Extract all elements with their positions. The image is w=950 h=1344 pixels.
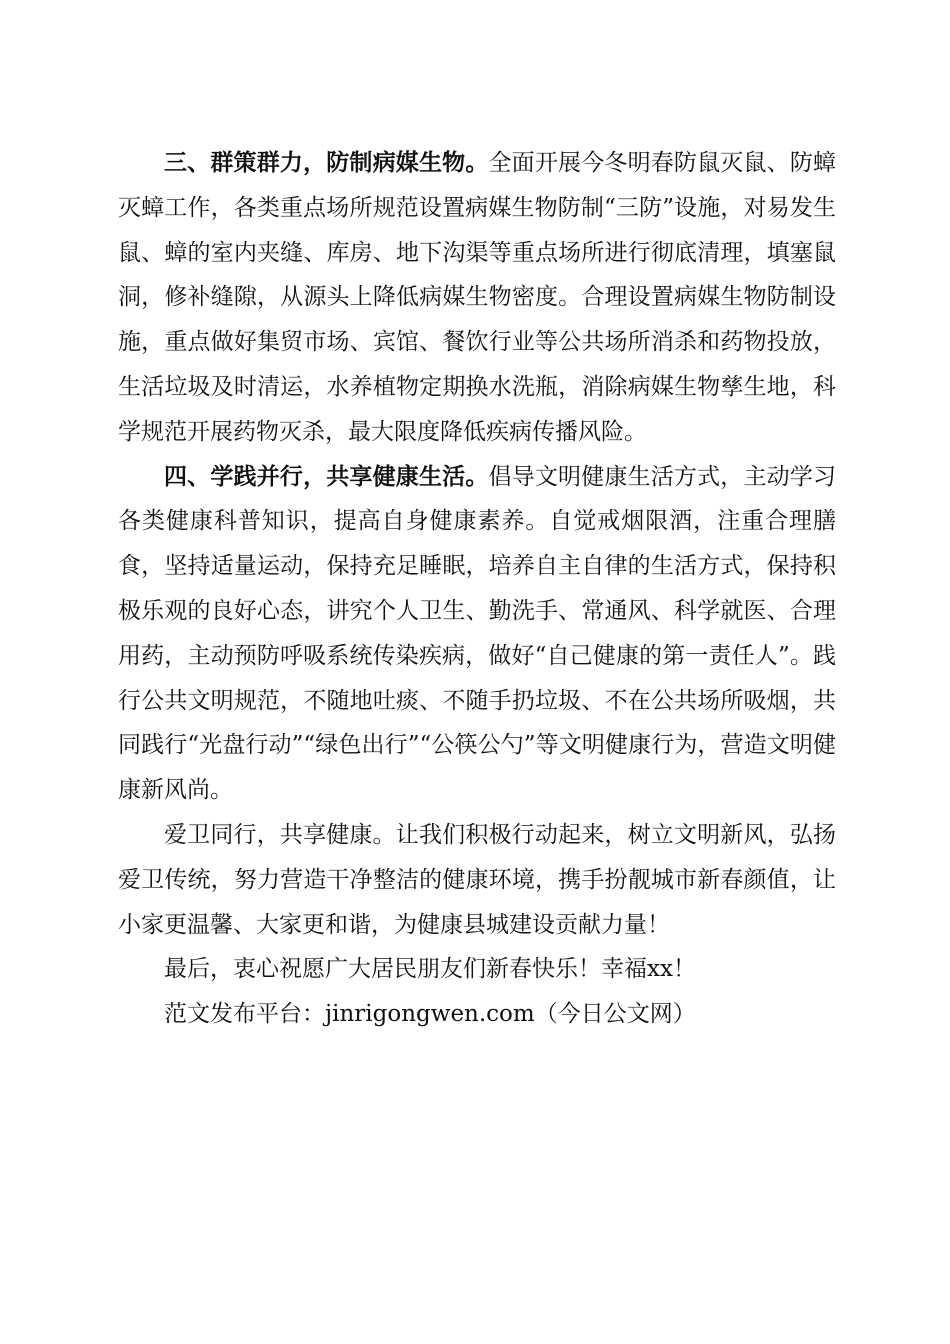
paragraph-wishes: 最后，衷心祝愿广大居民朋友们新春快乐！幸福xx！ <box>164 956 696 983</box>
paragraph-closing: 爱卫同行，共享健康。让我们积极行动起来，树立文明新风，弘扬爱卫传统，努力营造干净整洁的健康环境，携手扮靓城市新春颜值，让小家更温馨、大家更和谐，为健康县城建设贡献力量！ <box>118 821 836 938</box>
section-3-body: 全面开展今冬明春防鼠灭鼠、防蟑灭蟑工作，各类重点场所规范设置病媒生物防制“三防”设施，对易发生鼠、蟑的室内夹缝、库房、地下沟渠等重点场所进行彻底清理，填塞鼠洞，修补缝隙，从源头上降低病媒生物密度。合理设置病媒生物防制设施，重点做好集贸市场、宾馆、餐饮行业等公共场所消杀和药物投放，生活垃圾及时清运，水养植物定期换水洗瓶，消除病媒生物孳生地，科学规范开展药物灭杀，最大限度降低疾病传播风险。 <box>118 150 837 445</box>
paragraph-section-3 <box>118 141 836 455</box>
source-line: 范文发布平台：jinrigongwen.com（今日公文网） <box>164 1001 696 1028</box>
section-3-heading: 三、群策群力，防制病媒生物。 <box>164 150 489 176</box>
document-page <box>118 141 836 1037</box>
section-4-heading: 四、学践并行，共享健康生活。 <box>164 463 489 490</box>
section-4-body: 倡导文明健康生活方式，主动学习各类健康科普知识，提高自身健康素养。自觉戒烟限酒，注重合理膳食，坚持适量运动，保持充足睡眠，培养自主自律的生活方式，保持积极乐观的良好心态，讲究个人卫生、勤洗手、常通风、科学就医、合理用药，主动预防呼吸系统传染疾病，做好“自己健康的第一责任人”。践行公共文明规范，不随地吐痰、不随手扔垃圾、不在公共场所吸烟，共同践行“光盘行动”“绿色出行”“公筷公勺”等文明健康行为，营造文明健康新风尚。 <box>118 463 837 804</box>
paragraph-section-4 <box>118 455 836 813</box>
